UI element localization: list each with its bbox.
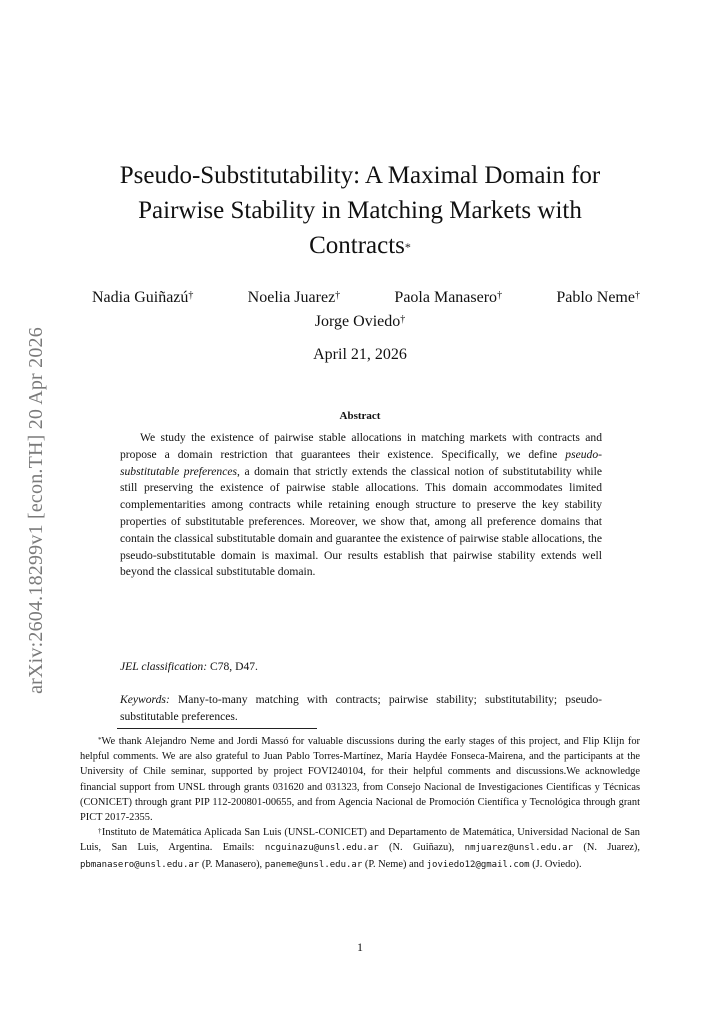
footnote-affiliation: †Instituto de Matemática Aplicada San Luis (UNSL-CONICET) and Departamento de Matemática, Universidad Nacional de San Luis, San Luis, Argentina. Emails: ncguinazu@unsl.edu.ar (N. Guiñazu), nmjuarez@unsl.edu.ar (N. Juarez), pbmanasero@unsl.edu.ar (P. Manasero), paneme@unsl.edu.ar (P. Neme) and joviedo12@gmail.com (J. Oviedo). [80, 827, 641, 870]
abstract-heading: Abstract [339, 410, 381, 422]
title-footnote-mark[interactable]: * [404, 240, 411, 254]
footnote-mark: * [98, 736, 102, 744]
keywords-label: Keywords: [120, 693, 170, 706]
jel-classification [120, 659, 602, 676]
author: Jorge Oviedo† [314, 313, 406, 330]
author: Pablo Neme† [556, 289, 640, 306]
email-link[interactable]: paneme@unsl.edu.ar [264, 859, 363, 870]
title-line-1: Pseudo-Substitutability: A Maximal Domain for [119, 162, 601, 189]
footnote-rule [117, 728, 317, 729]
abstract-text: We study the existence of pairwise stable allocations in matching markets with contracts and propose a domain restriction that guarantees their existence. Specifically, we define pseudo-substitutable preferences, a domain that strictly extends the classical notion of substitutability while still preserving the existence of pairwise stable allocations. This domain accommodates limited complementarities among contracts while retaining enough structure to preserve the key stability properties of substitutable preferences. Moreover, we show that, among all preference domains that contain the classical substitutable domain and guarantee the existence of pairwise stable allocations, the pseudo-substitutable domain is maximal. Our results establish that pairwise stability extends well beyond the classical substitutable domain. [120, 431, 602, 579]
email-link[interactable]: joviedo12@gmail.com [426, 859, 530, 870]
title-line-2: Pairwise Stability in Matching Markets with [138, 197, 582, 224]
page-number: 1 [357, 940, 363, 954]
author: Paola Manasero† [394, 289, 503, 306]
paper-title [80, 158, 640, 263]
title-line-3: Contracts [309, 232, 405, 259]
arxiv-stamp [16, 280, 56, 740]
paper-date: April 21, 2026 [313, 346, 407, 363]
author-list [80, 286, 640, 334]
author-footnote-mark[interactable]: † [188, 290, 194, 301]
author: Noelia Juarez† [247, 289, 341, 306]
email-link[interactable]: nmjuarez@unsl.edu.ar [464, 843, 574, 854]
email-link[interactable]: ncguinazu@unsl.edu.ar [264, 843, 379, 854]
author: Nadia Guiñazú† [92, 289, 194, 306]
jel-value: C78, D47. [207, 660, 258, 673]
abstract-emphasis: pseudo-substitutable preferences [120, 447, 602, 478]
footnote-acknowledgements: *We thank Alejandro Neme and Jordi Massó for valuable discussions during the early stages of this project, and Flip Klijn for helpful comments. We are also grateful to Juan Pablo Torres-Martínez, María Haydée Fonseca-Mairena, and the participants at the University of Chile seminar, supported by project FOVI240104, for their helpful comments and discussions.We acknowledge financial support from UNSL through grants 031620 and 031323, from Consejo Nacional de Investigaciones Científicas y Técnicas (CONICET) through grant PIP 112-200801-00655, and from Agencia Nacional de Promoción Científica y Tecnológica through grant PICT 2017-2355. [80, 736, 640, 824]
author-footnote-mark[interactable]: † [634, 290, 640, 301]
footnotes [80, 734, 640, 873]
arxiv-stamp-text: arXiv:2604.18299v1 [econ.TH] 20 Apr 2026 [24, 326, 47, 694]
author-footnote-mark[interactable]: † [497, 290, 503, 301]
author-footnote-mark[interactable]: † [400, 314, 406, 325]
keywords-value: Many-to-many matching with contracts; pairwise stability; substitutability; pseudo-substitutable preferences. [120, 693, 602, 723]
author-footnote-mark[interactable]: † [335, 290, 341, 301]
keywords [120, 692, 602, 726]
jel-label: JEL classification: [120, 660, 208, 673]
email-link[interactable]: pbmanasero@unsl.edu.ar [80, 859, 200, 870]
footnote-mark: † [98, 827, 102, 836]
